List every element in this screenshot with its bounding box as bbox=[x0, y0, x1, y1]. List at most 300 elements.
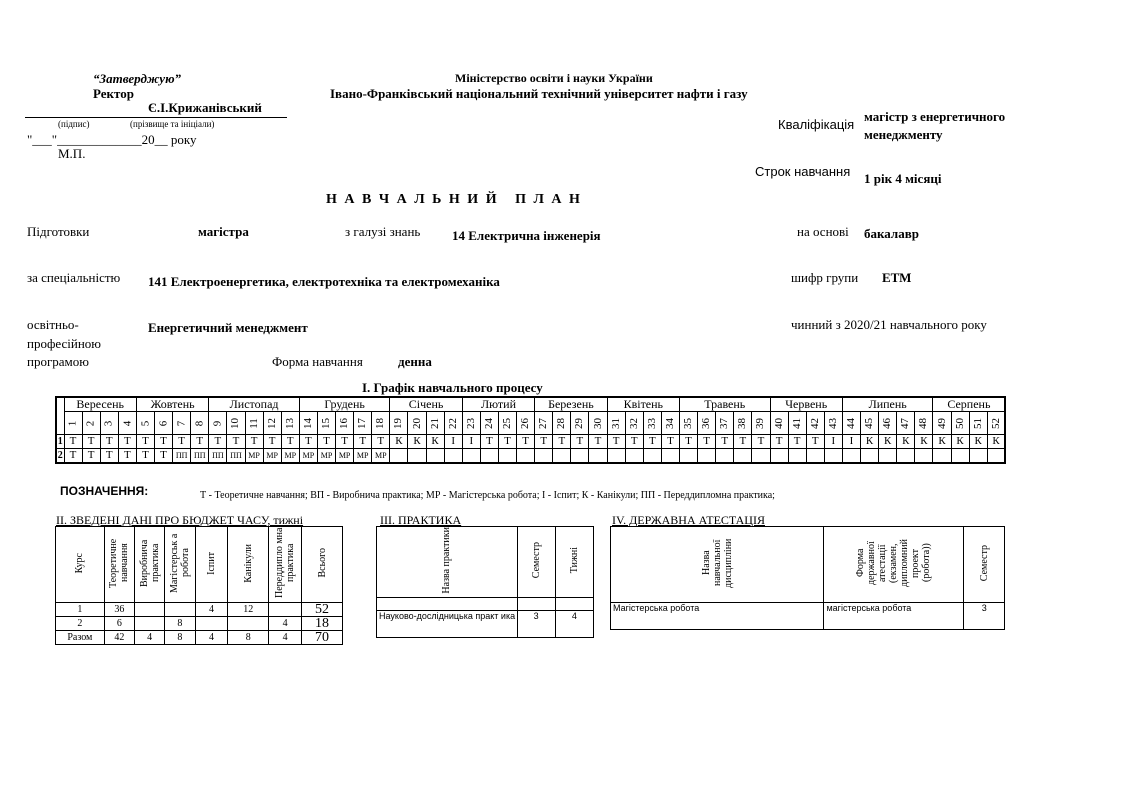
week-number: 22 bbox=[446, 417, 459, 429]
week-number: 31 bbox=[609, 417, 622, 429]
week-number: 11 bbox=[247, 417, 260, 429]
budget-header-cell bbox=[269, 527, 302, 603]
week-number: 36 bbox=[700, 417, 713, 429]
schedule-cell: Т bbox=[553, 435, 571, 449]
week-number: 46 bbox=[881, 417, 894, 429]
schedule-cell: К bbox=[897, 435, 915, 449]
schedule-cell bbox=[462, 449, 480, 464]
practice-header: Назва практики bbox=[441, 527, 453, 594]
schedule-cell bbox=[625, 449, 643, 464]
attestation-header: Назва навчальної дисципліни bbox=[700, 538, 734, 588]
schedule-cell: Т bbox=[317, 435, 335, 449]
week-number: 16 bbox=[338, 417, 351, 429]
budget-header-cell bbox=[134, 527, 164, 603]
practice-header: Тижні bbox=[568, 547, 580, 574]
specialty-value: 141 Електроенергетика, електротехніка та електромеханіка bbox=[148, 274, 500, 289]
schedule-cell: І bbox=[444, 435, 462, 449]
schedule-cell: К bbox=[879, 435, 897, 449]
week-number-cell bbox=[299, 412, 317, 435]
month-header: Вересень bbox=[64, 397, 136, 412]
schedule-cell: Т bbox=[118, 435, 136, 449]
budget-cell: 8 bbox=[228, 631, 269, 645]
schedule-cell: Т bbox=[770, 435, 788, 449]
budget-table bbox=[55, 526, 343, 645]
schedule-cell: Т bbox=[589, 435, 607, 449]
practice-cell-empty bbox=[517, 598, 555, 611]
signature-line bbox=[25, 117, 287, 118]
budget-header: Теоретичне навчання bbox=[108, 538, 131, 588]
month-header: Липень bbox=[842, 397, 933, 412]
week-number-cell bbox=[444, 412, 462, 435]
week-number: 38 bbox=[736, 417, 749, 429]
schedule-cell bbox=[571, 449, 589, 464]
schedule-cell: К bbox=[987, 435, 1005, 449]
schedule-cell: І bbox=[842, 435, 860, 449]
attestation-row bbox=[611, 603, 1005, 630]
schedule-cell bbox=[535, 449, 553, 464]
budget-cell: 6 bbox=[104, 617, 134, 631]
plan-title: Н А В Ч А Л Ь Н И Й П Л А Н bbox=[326, 192, 582, 207]
week-number: 34 bbox=[663, 417, 676, 429]
budget-header: Канікули bbox=[242, 543, 254, 583]
schedule-cell: Т bbox=[191, 435, 209, 449]
week-number-cell bbox=[136, 412, 154, 435]
attestation-title: IV. ДЕРЖАВНА АТЕСТАЦІЯ bbox=[612, 513, 765, 527]
schedule-cell bbox=[698, 449, 716, 464]
schedule-cell bbox=[969, 449, 987, 464]
week-number: 9 bbox=[211, 420, 224, 426]
budget-cell: 4 bbox=[195, 603, 228, 617]
schedule-cell bbox=[915, 449, 933, 464]
schedule-cell: Т bbox=[372, 435, 390, 449]
schedule-cell bbox=[498, 449, 516, 464]
week-number: 14 bbox=[301, 417, 314, 429]
month-header: Червень bbox=[770, 397, 842, 412]
week-number: 37 bbox=[718, 417, 731, 429]
program-label-1: освітньо- bbox=[27, 317, 79, 332]
week-number-cell bbox=[897, 412, 915, 435]
schedule-cell: Т bbox=[82, 435, 100, 449]
budget-header: Виробнича практика bbox=[138, 539, 161, 587]
schedule-cell: К bbox=[426, 435, 444, 449]
week-number: 25 bbox=[501, 417, 513, 429]
week-number-cell bbox=[770, 412, 788, 435]
week-number-cell bbox=[82, 412, 100, 435]
month-header: Квітень bbox=[607, 397, 679, 412]
schedule-cell bbox=[480, 449, 498, 464]
budget-cell: 8 bbox=[165, 631, 195, 645]
week-number: 47 bbox=[899, 417, 912, 429]
schedule-cell: Т bbox=[535, 435, 553, 449]
budget-header-cell bbox=[195, 527, 228, 603]
week-number: 20 bbox=[410, 417, 423, 429]
week-number-cell bbox=[227, 412, 245, 435]
program-label-3: програмою bbox=[27, 354, 89, 369]
schedule-cell bbox=[734, 449, 752, 464]
schedule-cell: К bbox=[390, 435, 408, 449]
month-header: Лютий bbox=[462, 397, 534, 412]
schedule-cell: Т bbox=[788, 435, 806, 449]
schedule-cell bbox=[390, 449, 408, 464]
schedule-cell: Т bbox=[173, 435, 191, 449]
week-number: 35 bbox=[682, 417, 695, 429]
budget-cell: 42 bbox=[104, 631, 134, 645]
schedule-cell: ПП bbox=[191, 449, 209, 464]
budget-cell bbox=[165, 603, 195, 617]
schedule-cell: Т bbox=[155, 449, 173, 464]
attestation-cell: 3 bbox=[964, 603, 1005, 630]
schedule-cell bbox=[933, 449, 951, 464]
budget-title: II. ЗВЕДЕНІ ДАНІ ПРО БЮДЖЕТ ЧАСУ, тижні bbox=[56, 513, 304, 527]
budget-cell: 1 bbox=[56, 603, 105, 617]
program-label-2: професійною bbox=[27, 336, 101, 351]
attestation-header-cell bbox=[611, 527, 824, 603]
week-number: 10 bbox=[229, 417, 242, 429]
week-number: 15 bbox=[320, 417, 332, 429]
week-number-cell bbox=[498, 412, 516, 435]
week-number: 12 bbox=[265, 417, 278, 429]
schedule-cell bbox=[426, 449, 444, 464]
week-number-cell bbox=[462, 412, 480, 435]
practice-cell: Науково-дослідницька практ ика bbox=[377, 611, 518, 638]
rector-name: Є.І.Крижанівський bbox=[148, 100, 262, 115]
month-header: Серпень bbox=[933, 397, 1005, 412]
week-number: 13 bbox=[283, 417, 296, 429]
week-number: 32 bbox=[627, 417, 640, 429]
training-value: магістра bbox=[198, 224, 249, 239]
week-number: 51 bbox=[971, 417, 984, 429]
date-line: "___"_____________20__ року bbox=[27, 132, 197, 147]
week-number-cell bbox=[589, 412, 607, 435]
schedule-cell: Т bbox=[64, 435, 82, 449]
form-label: Форма навчання bbox=[272, 354, 363, 369]
month-header: Травень bbox=[680, 397, 771, 412]
legend-text: Т - Теоретичне навчання; ВП - Виробнича практика; МР - Магістерська робота; І - Іспит; К - Канікули; ПП - Переддипломна практика; bbox=[200, 490, 775, 501]
budget-cell: 70 bbox=[302, 631, 343, 645]
week-number-cell bbox=[842, 412, 860, 435]
schedule-row bbox=[56, 449, 1005, 464]
schedule-cell bbox=[661, 449, 679, 464]
schedule-cell: Т bbox=[517, 435, 535, 449]
schedule-cell: Т bbox=[625, 435, 643, 449]
month-header: Листопад bbox=[209, 397, 300, 412]
schedule-cell bbox=[752, 449, 770, 464]
schedule-cell: Т bbox=[571, 435, 589, 449]
schedule-cell bbox=[897, 449, 915, 464]
week-number-cell bbox=[336, 412, 354, 435]
week-number-cell bbox=[951, 412, 969, 435]
week-number-cell bbox=[408, 412, 426, 435]
rector-label: Ректор bbox=[93, 86, 134, 101]
schedule-cell: Т bbox=[245, 435, 263, 449]
week-number: 6 bbox=[157, 420, 170, 426]
practice-header: Семестр bbox=[530, 542, 542, 579]
week-number: 42 bbox=[808, 417, 821, 429]
week-number-cell bbox=[100, 412, 118, 435]
qualification-label: Кваліфікація bbox=[778, 117, 855, 132]
attestation-cell: магістерська робота bbox=[824, 603, 964, 630]
budget-cell: 36 bbox=[104, 603, 134, 617]
week-number-cell bbox=[191, 412, 209, 435]
attestation-header-cell bbox=[824, 527, 964, 603]
budget-cell: 8 bbox=[165, 617, 195, 631]
schedule-cell: Т bbox=[100, 435, 118, 449]
attestation-cell: Магістерська робота bbox=[611, 603, 824, 630]
week-number: 1 bbox=[66, 420, 79, 426]
budget-cell: 4 bbox=[134, 631, 164, 645]
ministry-title: Міністерство освіти і науки України bbox=[455, 71, 653, 85]
schedule-cell: ПП bbox=[173, 449, 191, 464]
qualification-value-2: менеджменту bbox=[864, 127, 943, 142]
week-number: 24 bbox=[482, 417, 495, 429]
schedule-cell: Т bbox=[118, 449, 136, 464]
schedule-title: I. Графік навчального процесу bbox=[362, 380, 543, 395]
budget-cell bbox=[134, 617, 164, 631]
week-number: 4 bbox=[120, 420, 133, 426]
week-number-cell bbox=[969, 412, 987, 435]
month-header: Жовтень bbox=[136, 397, 208, 412]
schedule-cell: І bbox=[824, 435, 842, 449]
schedule-cell: Т bbox=[643, 435, 661, 449]
schedule-cell: МР bbox=[372, 449, 390, 464]
practice-row-empty bbox=[377, 598, 594, 611]
schedule-cell: Т bbox=[498, 435, 516, 449]
schedule-cell bbox=[716, 449, 734, 464]
qualification-value-1: магістр з енергетичного bbox=[864, 109, 1006, 124]
budget-cell bbox=[195, 617, 228, 631]
week-number: 3 bbox=[102, 420, 115, 426]
week-number-cell bbox=[64, 412, 82, 435]
week-number: 39 bbox=[754, 417, 767, 429]
budget-cell: 52 bbox=[302, 603, 343, 617]
schedule-cell bbox=[770, 449, 788, 464]
schedule-cell: Т bbox=[607, 435, 625, 449]
week-number: 48 bbox=[917, 417, 930, 429]
budget-header-cell bbox=[302, 527, 343, 603]
schedule-cell: Т bbox=[354, 435, 372, 449]
basis-label: на основі bbox=[797, 224, 849, 239]
training-label: Підготовки bbox=[27, 224, 90, 239]
schedule-cell: Т bbox=[281, 435, 299, 449]
term-label: Строк навчання bbox=[755, 164, 851, 179]
month-header: Січень bbox=[390, 397, 462, 412]
week-number-cell bbox=[354, 412, 372, 435]
budget-cell: 18 bbox=[302, 617, 343, 631]
name-caption: (прізвище та ініціали) bbox=[130, 119, 215, 129]
budget-cell: 4 bbox=[269, 617, 302, 631]
form-value: денна bbox=[398, 354, 432, 369]
week-number-cell bbox=[698, 412, 716, 435]
budget-header: Курс bbox=[74, 552, 86, 574]
week-number-cell bbox=[390, 412, 408, 435]
week-number-cell bbox=[517, 412, 535, 435]
budget-cell bbox=[269, 603, 302, 617]
schedule-cell: Т bbox=[698, 435, 716, 449]
practice-header-cell bbox=[377, 527, 518, 598]
schedule-cell bbox=[517, 449, 535, 464]
week-number: 27 bbox=[537, 417, 550, 429]
week-number: 17 bbox=[356, 417, 369, 429]
week-number-cell bbox=[643, 412, 661, 435]
week-number: 43 bbox=[826, 417, 839, 429]
week-number-cell bbox=[788, 412, 806, 435]
schedule-cell: Т bbox=[64, 449, 82, 464]
schedule-cell: МР bbox=[263, 449, 281, 464]
course-number: 2 bbox=[57, 450, 63, 461]
week-number-cell bbox=[426, 412, 444, 435]
schedule-cell: Т bbox=[209, 435, 227, 449]
schedule-cell: І bbox=[462, 435, 480, 449]
budget-cell: 4 bbox=[195, 631, 228, 645]
week-number-cell bbox=[879, 412, 897, 435]
budget-header-cell bbox=[165, 527, 195, 603]
budget-row bbox=[56, 603, 343, 617]
week-number-cell bbox=[806, 412, 824, 435]
week-number: 2 bbox=[84, 420, 97, 426]
schedule-cell: К bbox=[861, 435, 879, 449]
schedule-row bbox=[56, 435, 1005, 449]
schedule-cell: Т bbox=[680, 435, 698, 449]
week-number: 19 bbox=[392, 417, 405, 429]
schedule-cell bbox=[806, 449, 824, 464]
practice-header-cell bbox=[517, 527, 555, 598]
schedule-cell bbox=[444, 449, 462, 464]
basis-value: бакалавр bbox=[864, 226, 919, 241]
group-label: шифр групи bbox=[791, 270, 859, 285]
week-number-cell bbox=[317, 412, 335, 435]
area-label: з галузі знань bbox=[345, 224, 421, 239]
week-number: 21 bbox=[428, 417, 441, 429]
week-number-cell bbox=[933, 412, 951, 435]
week-number: 18 bbox=[374, 417, 387, 429]
week-number-cell bbox=[480, 412, 498, 435]
schedule-cell: Т bbox=[136, 449, 154, 464]
schedule-cell: ПП bbox=[227, 449, 245, 464]
sign-caption: (підпис) bbox=[58, 119, 90, 129]
attestation-table bbox=[610, 526, 1005, 630]
week-number: 8 bbox=[193, 420, 206, 426]
valid-label: чинний з 2020/21 навчального року bbox=[791, 317, 987, 332]
schedule-cell: МР bbox=[245, 449, 263, 464]
schedule-cell: Т bbox=[752, 435, 770, 449]
approve-label: “Затверджую” bbox=[93, 71, 182, 86]
schedule-cell bbox=[861, 449, 879, 464]
week-number-cell bbox=[716, 412, 734, 435]
week-number-cell bbox=[680, 412, 698, 435]
university-title: Івано-Франківський національний технічний університет нафти і газу bbox=[330, 86, 748, 101]
schedule-cell bbox=[987, 449, 1005, 464]
schedule-table bbox=[55, 396, 1006, 464]
week-number-cell bbox=[607, 412, 625, 435]
schedule-cell bbox=[879, 449, 897, 464]
schedule-cell: МР bbox=[317, 449, 335, 464]
week-number-cell bbox=[625, 412, 643, 435]
week-number-cell bbox=[263, 412, 281, 435]
practice-table bbox=[376, 526, 594, 638]
schedule-cell: МР bbox=[299, 449, 317, 464]
schedule-cell: ПП bbox=[209, 449, 227, 464]
legend-label: ПОЗНАЧЕННЯ: bbox=[60, 484, 149, 498]
week-number-cell bbox=[734, 412, 752, 435]
schedule-cell: Т bbox=[227, 435, 245, 449]
budget-header-cell bbox=[104, 527, 134, 603]
budget-cell: 2 bbox=[56, 617, 105, 631]
week-number-cell bbox=[209, 412, 227, 435]
week-number: 29 bbox=[573, 417, 586, 429]
practice-cell: 3 bbox=[517, 611, 555, 638]
week-number: 52 bbox=[989, 417, 1002, 429]
kursy-header-cell bbox=[56, 397, 64, 435]
schedule-cell: К bbox=[408, 435, 426, 449]
practice-cell-empty bbox=[377, 598, 518, 611]
budget-cell bbox=[228, 617, 269, 631]
schedule-cell: К bbox=[969, 435, 987, 449]
schedule-cell bbox=[607, 449, 625, 464]
week-number-cell bbox=[155, 412, 173, 435]
week-number: 7 bbox=[175, 420, 188, 426]
week-number: 33 bbox=[645, 417, 658, 429]
week-number: 28 bbox=[555, 417, 568, 429]
schedule-cell: Т bbox=[155, 435, 173, 449]
week-number-cell bbox=[173, 412, 191, 435]
budget-cell: Разом bbox=[56, 631, 105, 645]
week-number-cell bbox=[987, 412, 1005, 435]
week-number-cell bbox=[118, 412, 136, 435]
schedule-cell: Т bbox=[480, 435, 498, 449]
week-number: 5 bbox=[138, 420, 151, 426]
schedule-cell: Т bbox=[136, 435, 154, 449]
schedule-cell: К bbox=[951, 435, 969, 449]
week-number: 44 bbox=[844, 417, 857, 429]
schedule-cell: Т bbox=[82, 449, 100, 464]
schedule-cell bbox=[788, 449, 806, 464]
schedule-cell: МР bbox=[281, 449, 299, 464]
week-number: 45 bbox=[863, 417, 876, 429]
group-value: ЕТМ bbox=[882, 270, 912, 285]
schedule-cell bbox=[553, 449, 571, 464]
budget-cell bbox=[134, 603, 164, 617]
week-number-cell bbox=[535, 412, 553, 435]
budget-cell: 12 bbox=[228, 603, 269, 617]
stamp-label: М.П. bbox=[58, 146, 86, 161]
month-header: Березень bbox=[535, 397, 607, 412]
schedule-cell: Т bbox=[299, 435, 317, 449]
specialty-label: за спеціальністю bbox=[27, 270, 121, 285]
schedule-cell bbox=[824, 449, 842, 464]
schedule-cell: МР bbox=[354, 449, 372, 464]
schedule-cell bbox=[408, 449, 426, 464]
week-number: 41 bbox=[790, 417, 803, 429]
program-value: Енергетичний менеджмент bbox=[148, 320, 308, 335]
schedule-cell: МР bbox=[336, 449, 354, 464]
schedule-cell: Т bbox=[716, 435, 734, 449]
term-value: 1 рік 4 місяці bbox=[864, 171, 942, 186]
budget-header: Переддипло мна практика bbox=[274, 527, 297, 599]
week-number: 50 bbox=[953, 417, 966, 429]
course-number: 1 bbox=[57, 436, 63, 447]
schedule-cell bbox=[643, 449, 661, 464]
practice-cell: 4 bbox=[555, 611, 593, 638]
budget-cell: 4 bbox=[269, 631, 302, 645]
week-number-cell bbox=[861, 412, 879, 435]
week-number: 49 bbox=[935, 417, 948, 429]
budget-row bbox=[56, 631, 343, 645]
week-number: 23 bbox=[464, 417, 477, 429]
practice-row bbox=[377, 611, 594, 638]
schedule-cell: Т bbox=[661, 435, 679, 449]
week-number-cell bbox=[752, 412, 770, 435]
schedule-cell: К bbox=[933, 435, 951, 449]
